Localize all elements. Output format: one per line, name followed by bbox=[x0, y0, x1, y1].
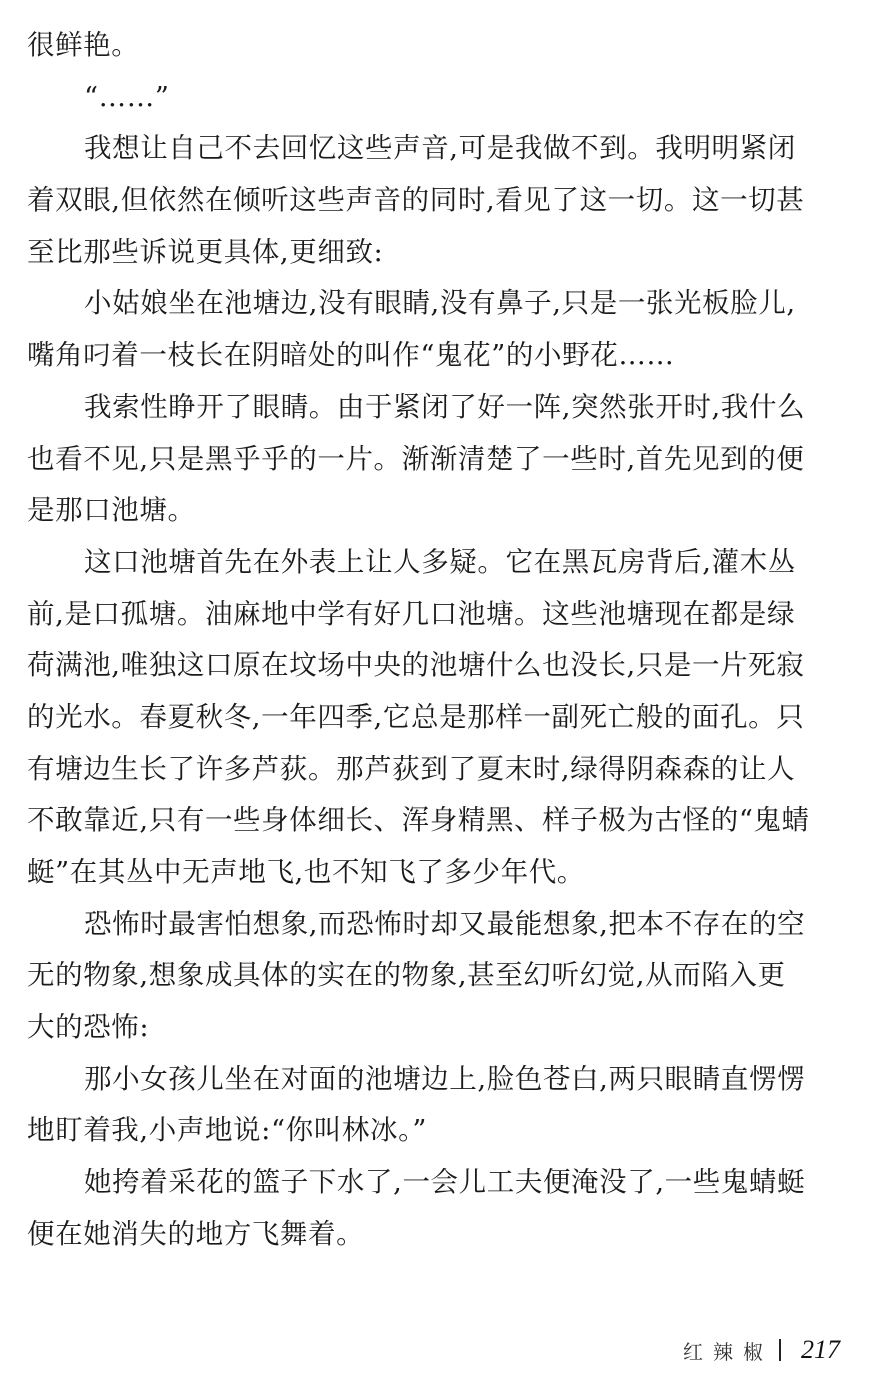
page-body bbox=[27, 20, 845, 1261]
text-line: 嘴角叼着一枝长在阴暗处的叫作“鬼花”的小野花…… bbox=[27, 339, 675, 372]
text-line: 恐怖时最害怕想象,而恐怖时却又最能想象,把本不存在的空 bbox=[84, 907, 806, 940]
text-line: 也看不见,只是黑乎乎的一片。渐渐清楚了一些时,首先见到的便 bbox=[27, 442, 805, 475]
text-line: 的光水。春夏秋冬,一年四季,它总是那样一副死亡般的面孔。只 bbox=[27, 700, 805, 733]
text-line: 很鲜艳。 bbox=[27, 29, 140, 61]
page-number: 217 bbox=[801, 1335, 840, 1364]
page-footer bbox=[683, 1330, 840, 1370]
text-line: “……” bbox=[84, 80, 170, 113]
text-line: 不敢靠近,只有一些身体细长、浑身精黑、样子极为古怪的“鬼蜻 bbox=[27, 804, 810, 837]
text-line: 我想让自己不去回忆这些声音,可是我做不到。我明明紧闭 bbox=[84, 132, 796, 165]
footer-divider bbox=[779, 1339, 781, 1361]
text-line: 大的恐怖: bbox=[27, 1011, 150, 1044]
text-line: 我索性睁开了眼睛。由于紧闭了好一阵,突然张开时,我什么 bbox=[84, 390, 806, 423]
text-line: 这口池塘首先在外表上让人多疑。它在黑瓦房背后,灌木丛 bbox=[84, 545, 796, 578]
text-line: 无的物象,想象成具体的实在的物象,甚至幻听幻觉,从而陷入更 bbox=[27, 959, 786, 992]
text-line: 有塘边生长了许多芦荻。那芦荻到了夏末时,绿得阴森森的让人 bbox=[27, 752, 796, 785]
text-line: 蜓”在其丛中无声地飞,也不知飞了多少年代。 bbox=[27, 856, 585, 888]
text-line: 前,是口孤塘。油麻地中学有好几口池塘。这些池塘现在都是绿 bbox=[27, 597, 796, 630]
text-line: 是那口池塘。 bbox=[27, 494, 196, 527]
text-line: 地盯着我,小声地说:“你叫林冰。” bbox=[27, 1114, 428, 1147]
text-line: 小姑娘坐在池塘边,没有眼睛,没有鼻子,只是一张光板脸儿, bbox=[84, 287, 796, 320]
text-line: 着双眼,但依然在倾听这些声音的同时,看见了这一切。这一切甚 bbox=[27, 184, 805, 217]
text-line: 那小女孩儿坐在对面的池塘边上,脸色苍白,两只眼睛直愣愣 bbox=[84, 1062, 806, 1095]
text-line: 至比那些诉说更具体,更细致: bbox=[27, 235, 384, 268]
text-line: 荷满池,唯独这口原在坟场中央的池塘什么也没长,只是一片死寂 bbox=[27, 649, 805, 682]
running-title: 红辣椒 bbox=[683, 1339, 773, 1364]
text-line: 她挎着采花的篮子下水了,一会儿工夫便淹没了,一些鬼蜻蜓 bbox=[84, 1166, 806, 1199]
text-line: 便在她消失的地方飞舞着。 bbox=[27, 1217, 365, 1250]
